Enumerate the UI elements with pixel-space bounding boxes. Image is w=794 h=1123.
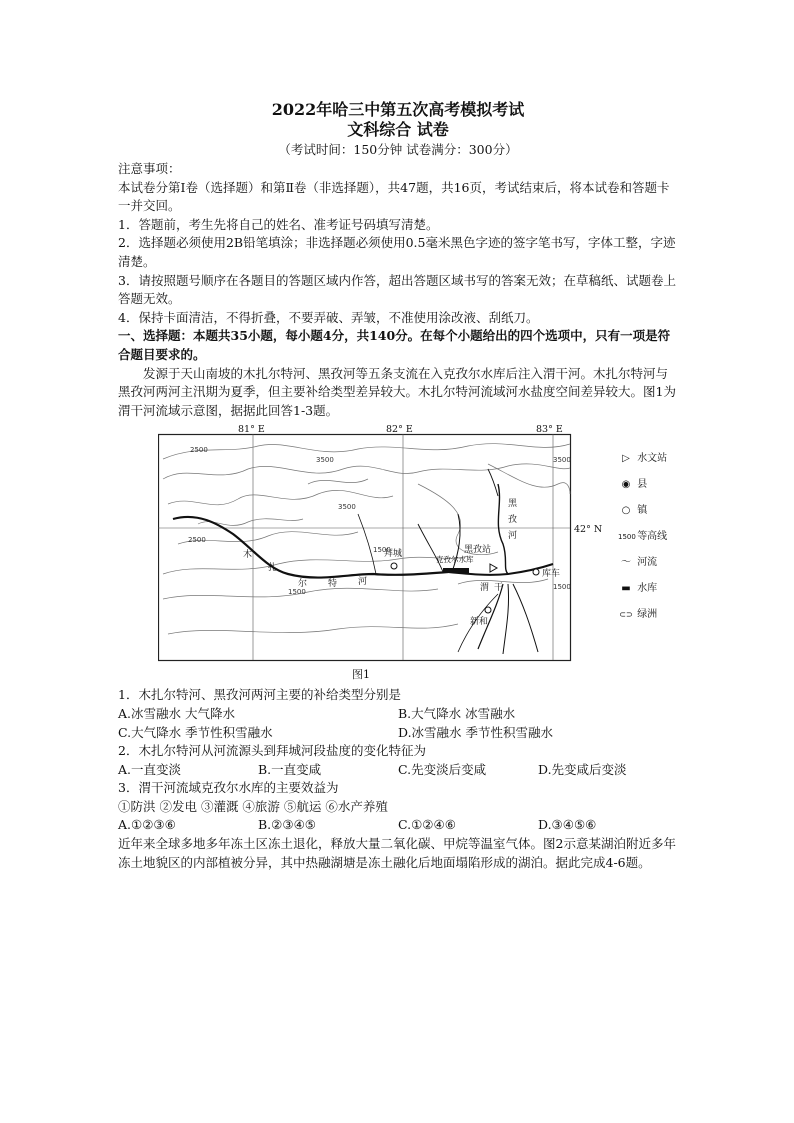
option-c: C.先变淡后变咸 [398, 761, 487, 777]
contour-label: 1500 [373, 546, 391, 555]
lon-label: 82° E [386, 424, 413, 436]
place-label: 拜城 [384, 549, 403, 560]
option-c: C.大气降水 季节性积雪融水 [118, 724, 273, 740]
watershed-map [158, 424, 604, 664]
map-legend [618, 446, 688, 628]
question-stem: 2．木扎尔特河从河流源头到拜城河段盐度的变化特征为 [118, 743, 426, 759]
place-label: 渭 [480, 583, 490, 594]
reservoir-icon: ▬ [621, 583, 631, 595]
place-label: 黑 [508, 499, 518, 510]
river-icon: ～ [621, 557, 631, 569]
contour-label: 3500 [553, 456, 571, 465]
notice-heading: 注意事项： [118, 161, 181, 176]
place-label: 黑孜站 [464, 545, 492, 556]
hydro-station-icon: ▷ [622, 453, 630, 465]
map-frame [159, 435, 571, 661]
place-label: 木 [243, 550, 253, 561]
legend-item: ▷ 水文站 [618, 446, 688, 472]
place-label: 尔 [298, 579, 308, 590]
question-3 [118, 779, 678, 835]
section-heading: 一、选择题：本题共35小题，每小题4分，共140分。在每个小题给出的四个选项中，只有一项是符合题目要求的。 [118, 328, 671, 362]
passage-2: 近年来全球多地多年冻土区冻土退化，释放大量二氧化碳、甲烷等温室气体。图2示意某湖泊附近多年冻土地貌区的内部植被分异，其中热融湖塘是冻土融化后地面塌陷形成的湖泊。据此完成4-6题。 [118, 836, 676, 870]
options-row [118, 705, 678, 724]
lon-label: 83° E [536, 424, 563, 436]
exam-info: （考试时间：150分钟 试卷满分：300分） [278, 142, 518, 157]
figure-caption: 图1 [352, 668, 370, 682]
legend-item: 1500 等高线 [618, 524, 688, 550]
option-d: D.冰雪融水 季节性积雪融水 [398, 724, 554, 740]
legend-item: ～ 河流 [618, 550, 688, 576]
legend-item: ◉ 县 [618, 472, 688, 498]
place-label: 河 [358, 577, 368, 588]
notice-item: 2．选择题必须使用2B铅笔填涂；非选择题必须使用0.5毫米黑色字迹的签字笔书写，字体工整，字迹清楚。 [118, 235, 676, 269]
contour-label: 2500 [190, 446, 208, 455]
contour-label: 1500 [288, 588, 306, 597]
option-c: C.①②④⑥ [398, 817, 456, 833]
contour-label: 3500 [316, 456, 334, 465]
place-label: 干 [494, 583, 504, 594]
place-label: 扎 [268, 563, 278, 574]
option-a: A.冰雪融水 大气降水 [118, 705, 235, 721]
exam-subtitle: 文科综合 试卷 [347, 120, 449, 139]
legend-item: ⊂⊃ 绿洲 [618, 602, 688, 628]
place-label: 河 [508, 531, 518, 542]
notice-intro: 本试卷分第Ⅰ卷（选择题）和第Ⅱ卷（非选择题），共47题，共16页，考试结束后，将本试卷和答题卡一并交回。 [118, 179, 670, 214]
place-label: 新和 [470, 617, 489, 628]
notice-item: 4．保持卡面清洁，不得折叠，不要弄破、弄皱，不准使用涂改液、刮纸刀。 [118, 309, 539, 325]
xinhe-county [485, 607, 491, 613]
option-b: B.②③④⑤ [258, 817, 316, 833]
place-label: 特 [328, 579, 338, 590]
exam-header [118, 100, 678, 160]
legend-item: ▬ 水库 [618, 576, 688, 602]
options-row [118, 761, 678, 780]
notice-block [118, 160, 678, 327]
question-2 [118, 742, 678, 779]
lat-label: 42° N [574, 524, 603, 536]
question-1 [118, 686, 678, 742]
option-b: B.一直变咸 [258, 761, 322, 777]
exam-title: 2022年哈三中第五次高考模拟考试 [271, 100, 525, 119]
notice-item: 1．答题前，考生先将自己的姓名、准考证号码填写清楚。 [118, 216, 439, 232]
question-sub-items: ①防洪 ②发电 ③灌溉 ④旅游 ⑤航运 ⑥水产养殖 [118, 798, 388, 814]
place-label: 库车 [542, 569, 561, 580]
place-label: 克孜尔水库 [436, 555, 474, 565]
contour-label: 3500 [338, 503, 356, 512]
option-d: D.先变咸后变淡 [538, 761, 627, 777]
notice-item: 3．请按照题号顺序在各题目的答题区域内作答，超出答题区域书写的答案无效；在草稿纸、试题卷上答题无效。 [118, 272, 676, 307]
contour-label: 1500 [553, 583, 571, 592]
legend-item: ○ 镇 [618, 498, 688, 524]
contour-icon: 1500 [618, 533, 636, 542]
kizil-reservoir [443, 568, 469, 573]
question-stem: 1．木扎尔特河、黑孜河两河主要的补给类型分别是 [118, 687, 401, 703]
passage-1: 发源于天山南坡的木扎尔特河、黑孜河等五条支流在入克孜尔水库后注入渭干河。木扎尔特河与黑孜河两河主汛期为夏季，但主要补给类型差异较大。木扎尔特河流域河水盐度空间差异较大。图1为渭干河流域示意图，据据此回答1-3题。 [118, 365, 676, 418]
option-d: D.③④⑤⑥ [538, 817, 597, 833]
place-label: 孜 [508, 515, 518, 526]
question-stem: 3．渭干河流域克孜尔水库的主要效益为 [118, 780, 339, 796]
options-row [118, 724, 678, 743]
option-a: A.①②③⑥ [118, 817, 176, 833]
option-b: B.大气降水 冰雪融水 [398, 705, 516, 721]
figure-1 [118, 424, 678, 686]
county-icon: ◉ [621, 479, 631, 491]
exam-page [118, 100, 678, 872]
option-a: A.一直变淡 [118, 761, 182, 777]
kuqa-county [533, 569, 539, 575]
options-row [118, 816, 678, 835]
contour-label: 2500 [188, 536, 206, 545]
town-icon: ○ [621, 505, 631, 517]
lon-label: 81° E [238, 424, 265, 436]
oasis-icon: ⊂⊃ [619, 610, 633, 620]
baicheng-county [391, 563, 397, 569]
